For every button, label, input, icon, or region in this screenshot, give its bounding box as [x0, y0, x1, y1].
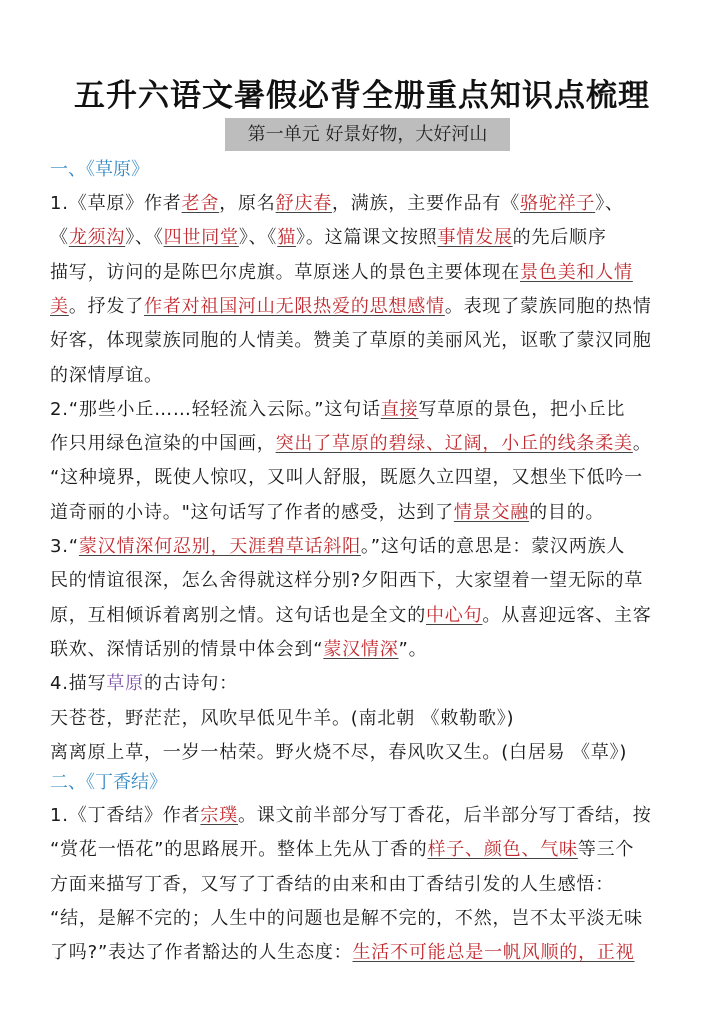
- key-point-highlight: 龙须沟: [68, 227, 126, 249]
- key-point-highlight: 作者对祖国河山无限热爱的思想感情: [144, 295, 445, 317]
- key-point-highlight: 事情发展: [437, 227, 513, 249]
- key-point-highlight: 蒙汉情深何忍别，天涯碧草话斜阳: [78, 536, 361, 557]
- text-line: [50, 535, 682, 559]
- key-point-highlight: 突出了草原的碧绿、辽阔，小丘的线条柔美: [275, 433, 633, 455]
- text-span: 。抒发了: [68, 295, 145, 317]
- text-line: [50, 261, 682, 285]
- text-span: 》、: [595, 193, 624, 214]
- text-span: ，满族，主要作品有《: [332, 193, 520, 214]
- text-line: [50, 907, 682, 931]
- text-span: 了吗?”表达了作者豁达的人生态度：: [50, 942, 353, 964]
- text-span: ”。: [398, 638, 428, 660]
- text-span: “结，是解不完的；人生中的问题也是解不完的，不然，岂不太平淡无味: [50, 907, 643, 929]
- text-line: [50, 873, 682, 897]
- key-point-highlight: 骆驼祥子: [520, 193, 596, 214]
- key-point-highlight: 蒙汉情深: [323, 638, 399, 660]
- text-line: [50, 638, 682, 662]
- text-span: 》、《: [238, 227, 278, 249]
- key-point-highlight: 美: [50, 295, 69, 317]
- key-point-highlight: 舒庆春: [275, 193, 332, 214]
- key-point-highlight: 景色美和人情: [520, 261, 633, 283]
- text-line: [50, 432, 682, 456]
- key-point-highlight: 四世同堂: [163, 227, 239, 249]
- text-span: “这种境界，既使人惊叹，又叫人舒服，既愿久立四望，又想坐下低吟一: [50, 467, 643, 489]
- text-line: [50, 398, 682, 422]
- text-span: 》、《: [125, 227, 164, 249]
- text-span: 1.《草原》作者: [50, 193, 182, 214]
- text-line: [50, 569, 682, 593]
- text-line: [50, 192, 682, 216]
- text-span: 天苍苍，野茫茫，风吹早低见牛羊。(南北朝 《敕勒歌》): [50, 707, 515, 729]
- text-span: 。从喜迎远客、主客: [482, 604, 652, 626]
- text-span: 写草原的景色，把小丘比: [418, 398, 626, 420]
- text-span: 描写，访问的是陈巴尔虎旗。草原迷人的景色主要体现在: [50, 261, 520, 283]
- key-point-highlight: 生活不可能总是一帆风顺的，正视: [352, 942, 635, 964]
- text-line: [50, 466, 682, 490]
- text-span: 的深情厚谊。: [50, 364, 163, 386]
- text-line: [50, 364, 682, 388]
- key-point-highlight: 宗璞: [200, 805, 238, 826]
- text-span: 的先后顺序: [512, 227, 607, 249]
- text-span: “赏花一悟花”的思路展开。整体上先从丁香的: [50, 839, 428, 861]
- key-point-highlight: 猫: [277, 227, 297, 249]
- text-span: 联欢、深情话别的情景中体会到“: [50, 638, 324, 660]
- text-line: [50, 329, 682, 353]
- section-heading-dingxiangjie: 二、《丁香结》: [50, 772, 167, 793]
- text-span: 的古诗句：: [143, 673, 238, 695]
- text-span: 4.描写: [50, 673, 107, 695]
- text-line: [50, 604, 682, 628]
- text-line: [50, 295, 682, 319]
- key-point-highlight: 情景交融: [453, 501, 530, 523]
- text-span: 方面来描写丁香，又写了丁香结的由来和由丁香结引发的人生感悟：: [50, 873, 614, 895]
- text-span: 道奇丽的小诗。"这句话写了作者的感受，达到了: [50, 501, 454, 523]
- text-span: 原，互相倾诉着离别之情。这句话也是全文的: [50, 604, 426, 626]
- key-point-highlight: 中心句: [426, 604, 483, 626]
- text-span: 》。这篇课文按照: [296, 227, 438, 249]
- text-span: 好客，体现蒙族同胞的人情美。赞美了草原的美丽风光，讴歌了蒙汉同胞: [50, 330, 652, 352]
- text-span: 1.《丁香结》作者: [50, 805, 201, 826]
- text-line: [50, 226, 682, 250]
- text-span: 。课文前半部分写丁香花，后半部分写丁香结，按: [237, 805, 652, 826]
- text-line: [50, 501, 682, 525]
- keyword-highlight: 草原: [106, 673, 144, 695]
- text-span: 《: [50, 227, 69, 249]
- text-line: [50, 741, 682, 765]
- key-point-highlight: 老舍: [181, 193, 220, 214]
- text-span: 2.“那些小丘……轻轻流入云际。”这句话: [50, 398, 381, 420]
- key-point-highlight: 直接: [380, 398, 419, 420]
- text-span: 等三个: [577, 839, 635, 861]
- text-span: ，原名: [219, 193, 276, 214]
- text-span: 。: [632, 433, 652, 455]
- text-span: 。表现了蒙族同胞的热情: [444, 295, 652, 317]
- text-line: [50, 941, 682, 965]
- text-line: [50, 672, 682, 696]
- text-span: 的目的。: [529, 501, 605, 523]
- text-span: 。”这句话的意思是：蒙汉两族人: [360, 536, 626, 557]
- text-span: 离离原上草，一岁一枯荣。野火烧不尽，春风吹又生。(白居易 《草》): [50, 741, 628, 763]
- text-span: 作只用绿色渲染的中国画，: [50, 433, 276, 455]
- section-heading-caoyuan: 一、《草原》: [50, 159, 149, 180]
- text-line: [50, 707, 682, 731]
- text-span: 3.“: [50, 536, 79, 557]
- document-title: 五升六语文暑假必背全册重点知识点梳理: [74, 78, 650, 114]
- key-point-highlight: 样子、颜色、气味: [427, 839, 578, 861]
- text-span: 民的情谊很深，怎么舍得就这样分别?夕阳西下，大家望着一望无际的草: [50, 570, 644, 592]
- text-line: [50, 838, 682, 862]
- unit-banner: 第一单元 好景好物，大好河山: [225, 118, 510, 151]
- text-line: [50, 804, 682, 828]
